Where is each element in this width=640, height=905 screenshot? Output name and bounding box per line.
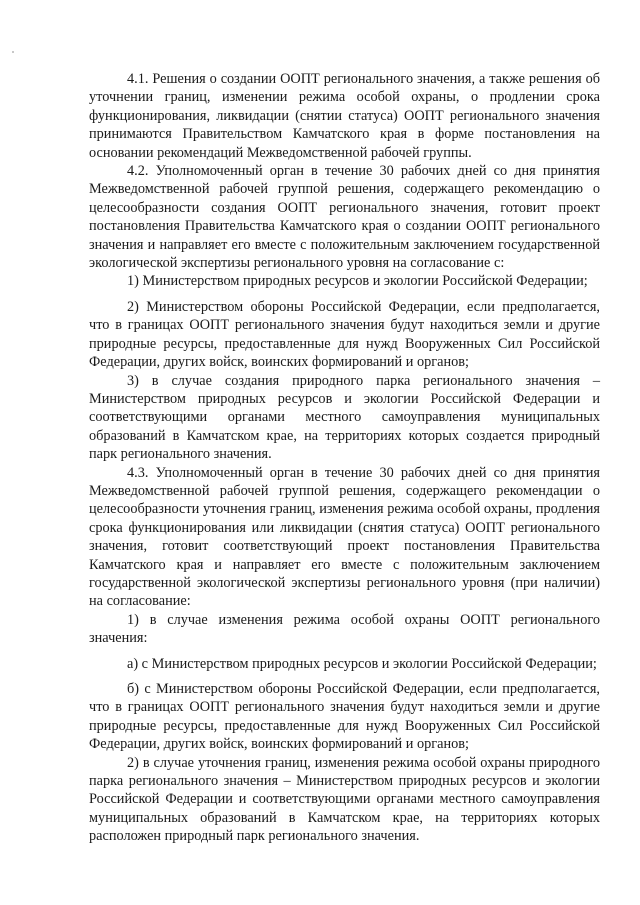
paragraph-4-2-item-3: 3) в случае создания природного парка регионального значения – Министерством природных ресурсов и экологии Российской Федерации и соответствующими органами местного самоуправления муниципальных образований в Камчатском крае, на территориях которых создается природный парк регионального значения. [89, 372, 600, 463]
paragraph-4-1: 4.1. Решения о создании ООПТ регионального значения, а также решения об уточнении границ, изменении режима особой охраны, о продлении срока функционирования, ликвидации (снятии статуса) ООПТ регионального значения принимаются Правительством Камчатского края в форме постановления на основании рекомендаций Межведомственной рабочей группы. [89, 71, 600, 161]
paragraph-4-3-item-2: 2) в случае уточнения границ, изменения режима особой охраны природного парка регионального значения – Министерством природных ресурсов и экологии Российской Федерации и соответствующими органами местного самоуправления муниципальных образований в Камчатском крае, на территориях которых расположен природный парк регионального значения. [89, 754, 600, 845]
paragraph-4-3: 4.3. Уполномоченный орган в течение 30 рабочих дней со дня принятия Межведомственной рабочей группой решения, содержащего рекомендации о целесообразности уточнения границ, изменения режима особой охраны, продления срока функционирования или ликвидации (снятия статуса) ООПТ регионального значения, готовит соответствующий проект постановления Правительства Камчатского края и направляет его вместе с положительным заключением государственной экологической экспертизы регионального уровня (при наличии) на согласование: [89, 464, 600, 610]
paragraph-4-3-item-1-a: а) с Министерством природных ресурсов и экологии Российской Федерации; [127, 655, 597, 672]
paragraph-4-2-item-1: 1) Министерством природных ресурсов и экологии Российской Федерации; [127, 273, 588, 290]
scan-speck [12, 51, 14, 53]
paragraph-4-2-item-2: 2) Министерством обороны Российской Федерации, если предполагается, что в границах ООПТ регионального значения будут находиться земли и другие природные ресурсы, предоставленные для нужд Вооруженных Сил Российской Федерации, других войск, воинских формирований и органов; [89, 298, 600, 371]
paragraph-4-2: 4.2. Уполномоченный орган в течение 30 рабочих дней со дня принятия Межведомственной рабочей группой решения, содержащего рекомендацию о целесообразности создания ООПТ регионального значения, готовит проект постановления Правительства Камчатского края о создании ООПТ регионального значения и направляет его вместе с положительным заключением государственной экологической экспертизы регионального уровня на согласование с: [89, 163, 600, 272]
document-body [89, 70, 600, 846]
paragraph-4-3-item-1-b: б) с Министерством обороны Российской Федерации, если предполагается, что в границах ООПТ регионального значения будут находиться земли и другие природные ресурсы, предоставленные для нужд Вооруженных Сил Российской Федерации, других войск, воинских формирований и органов; [89, 681, 600, 753]
paragraph-4-3-item-1: 1) в случае изменения режима особой охраны ООПТ регионального значения: [89, 611, 600, 647]
